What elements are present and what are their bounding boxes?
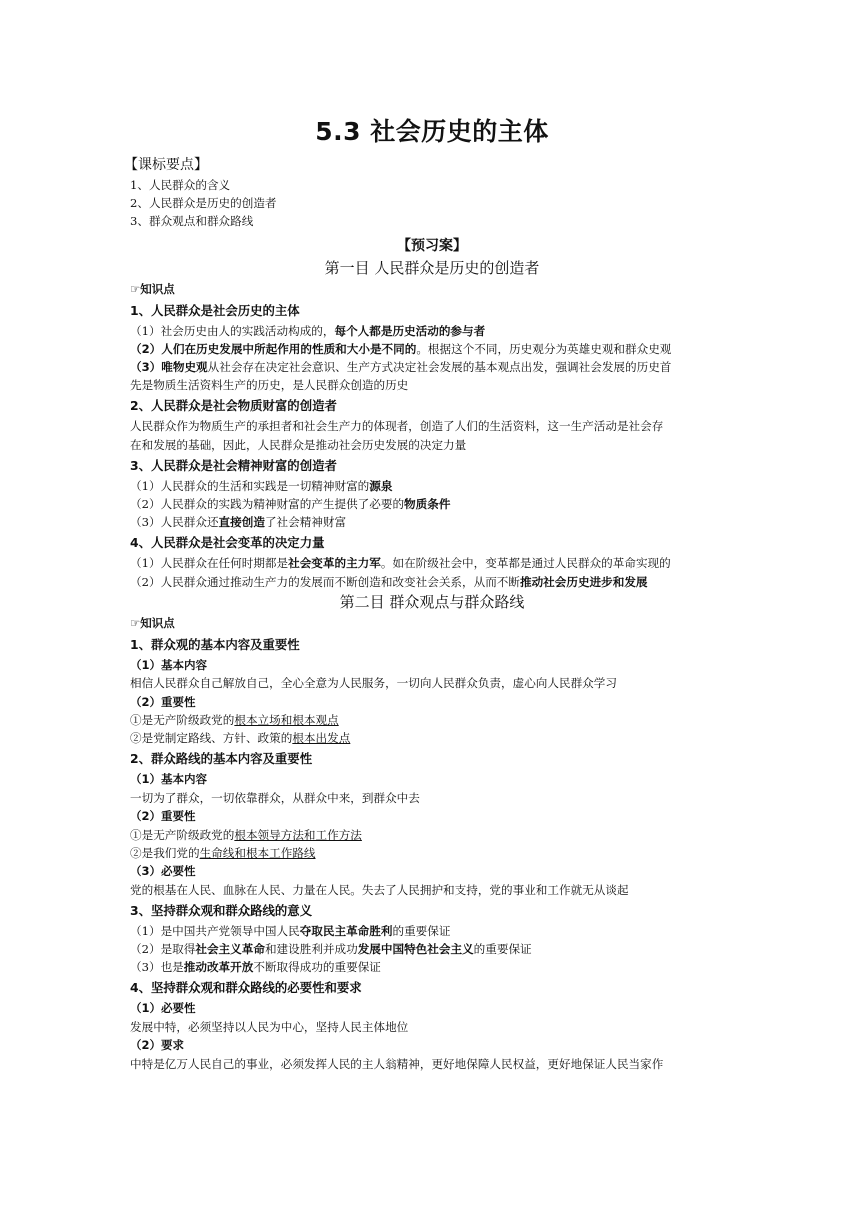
section-1-title: 第一目 人民群众是历史的创造者 xyxy=(324,258,540,277)
paragraph: （1）是中国共产党领导中国人民夺取民主革命胜利的重要保证 xyxy=(130,923,451,938)
paragraph: （3）唯物史观从社会存在决定社会意识、生产方式决定社会发展的基本观点出发，强调社会发展的历史首 xyxy=(130,360,672,375)
paragraph: （2）人民群众通过推动生产力的发展而不断创造和改变社会关系，从而不断推动社会历史进步和发展 xyxy=(130,574,648,589)
paragraph: （2）人们在历史发展中所起作用的性质和大小是不同的。根据这个不同，历史观分为英雄史观和群众史观 xyxy=(130,341,672,356)
subheading: （2）重要性 xyxy=(130,694,196,709)
paragraph: ①是无产阶级政党的根本领导方法和工作方法 xyxy=(130,827,362,842)
topic-heading: 1、群众观的基本内容及重要性 xyxy=(130,636,300,652)
topic-heading: 3、人民群众是社会精神财富的创造者 xyxy=(130,457,337,473)
paragraph: （1）社会历史由人的实践活动构成的，每个人都是历史活动的参与者 xyxy=(130,323,486,338)
paragraph: 人民群众作为物质生产的承担者和社会生产力的体现者，创造了人们的生活资料，这一生产活动是社会存 xyxy=(130,419,664,434)
paragraph: 发展中特，必须坚持以人民为中心，坚持人民主体地位 xyxy=(130,1019,409,1034)
knowledge-point-label: ☞知识点 xyxy=(130,615,175,630)
topic-heading: 4、人民群众是社会变革的决定力量 xyxy=(130,535,325,551)
subheading: （3）必要性 xyxy=(130,864,196,879)
kbyd-item: 3、群众观点和群众路线 xyxy=(130,214,254,229)
paragraph: 党的根基在人民、血脉在人民、力量在人民。失去了人民拥护和支持，党的事业和工作就无从谈起 xyxy=(130,882,629,897)
page-title: 5.3 社会历史的主体 xyxy=(315,117,549,146)
yxa-heading: 【预习案】 xyxy=(397,237,467,254)
paragraph: 在和发展的基础，因此，人民群众是推动社会历史发展的决定力量 xyxy=(130,437,467,452)
paragraph: （2）人民群众的实践为精神财富的产生提供了必要的物质条件 xyxy=(130,497,451,512)
paragraph: 先是物质生活资料生产的历史，是人民群众创造的历史 xyxy=(130,378,409,393)
kbyd-item: 1、人民群众的含义 xyxy=(130,178,231,192)
topic-heading: 1、人民群众是社会历史的主体 xyxy=(130,302,300,318)
paragraph: （1）人民群众的生活和实践是一切精神财富的源泉 xyxy=(130,478,393,493)
paragraph: （1）人民群众在任何时期都是社会变革的主力军。如在阶级社会中，变革都是通过人民群众的革命实现的 xyxy=(130,556,671,571)
paragraph: 相信人民群众自己解放自己，全心全意为人民服务，一切向人民群众负责，虚心向人民群众学习 xyxy=(130,676,617,691)
topic-heading: 4、坚持群众观和群众路线的必要性和要求 xyxy=(130,980,362,996)
subheading: （1）基本内容 xyxy=(130,772,208,787)
subheading: （1）基本内容 xyxy=(130,657,208,672)
paragraph: ②是党制定路线、方针、政策的根本出发点 xyxy=(130,731,351,746)
topic-heading: 2、人民群众是社会物质财富的创造者 xyxy=(130,398,337,414)
paragraph: ①是无产阶级政党的根本立场和根本观点 xyxy=(130,713,339,728)
paragraph: 一切为了群众，一切依靠群众，从群众中来，到群众中去 xyxy=(130,790,420,805)
paragraph: （3）人民群众还直接创造了社会精神财富 xyxy=(130,515,347,530)
topic-heading: 2、群众路线的基本内容及重要性 xyxy=(130,751,313,767)
kbyd-heading: 【课标要点】 xyxy=(124,157,208,173)
subheading: （2）要求 xyxy=(130,1038,185,1053)
kbyd-item: 2、人民群众是历史的创造者 xyxy=(130,196,277,211)
paragraph: ②是我们党的生命线和根本工作路线 xyxy=(130,845,316,860)
paragraph: 中特是亿万人民自己的事业，必须发挥人民的主人翁精神，更好地保障人民权益，更好地保证人民当家作 xyxy=(130,1056,664,1071)
paragraph: （2）是取得社会主义革命和建设胜利并成功发展中国特色社会主义的重要保证 xyxy=(130,941,532,956)
paragraph: （3）也是推动改革开放不断取得成功的重要保证 xyxy=(130,960,381,975)
topic-heading: 3、坚持群众观和群众路线的意义 xyxy=(130,902,313,918)
knowledge-point-label: ☞知识点 xyxy=(130,281,175,296)
document-body xyxy=(124,154,734,1073)
section-2-title: 第二目 群众观点与群众路线 xyxy=(339,592,525,611)
subheading: （1）必要性 xyxy=(130,1001,196,1016)
subheading: （2）重要性 xyxy=(130,809,196,824)
